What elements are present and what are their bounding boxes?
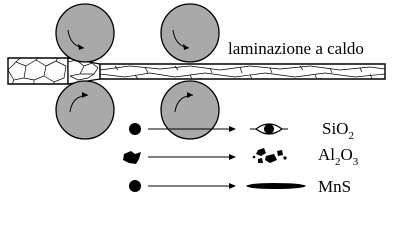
round-particle-icon	[129, 180, 141, 192]
formula-sio2: SiO$_2$	[322, 119, 354, 142]
elongated-stringer-icon	[246, 183, 306, 189]
inclusion-row-mns	[129, 177, 351, 196]
irregular-particle-icon	[123, 151, 141, 164]
inclusion-row-sio2	[129, 119, 354, 142]
lens-fractured-particle-icon	[250, 124, 288, 134]
roll-bottom-left	[56, 81, 114, 139]
roll-top-right	[161, 4, 219, 62]
inclusion-row-al2o3	[123, 145, 359, 168]
roll-top-left	[56, 4, 114, 62]
process-label: laminazione a caldo	[228, 39, 364, 58]
fragmented-particles-icon	[253, 148, 287, 163]
roll-bottom-right	[161, 81, 219, 139]
formula-mns: MnS	[318, 177, 352, 196]
round-particle-icon	[129, 123, 141, 135]
formula-al2o3: $Al_2O_3$	[318, 145, 359, 168]
